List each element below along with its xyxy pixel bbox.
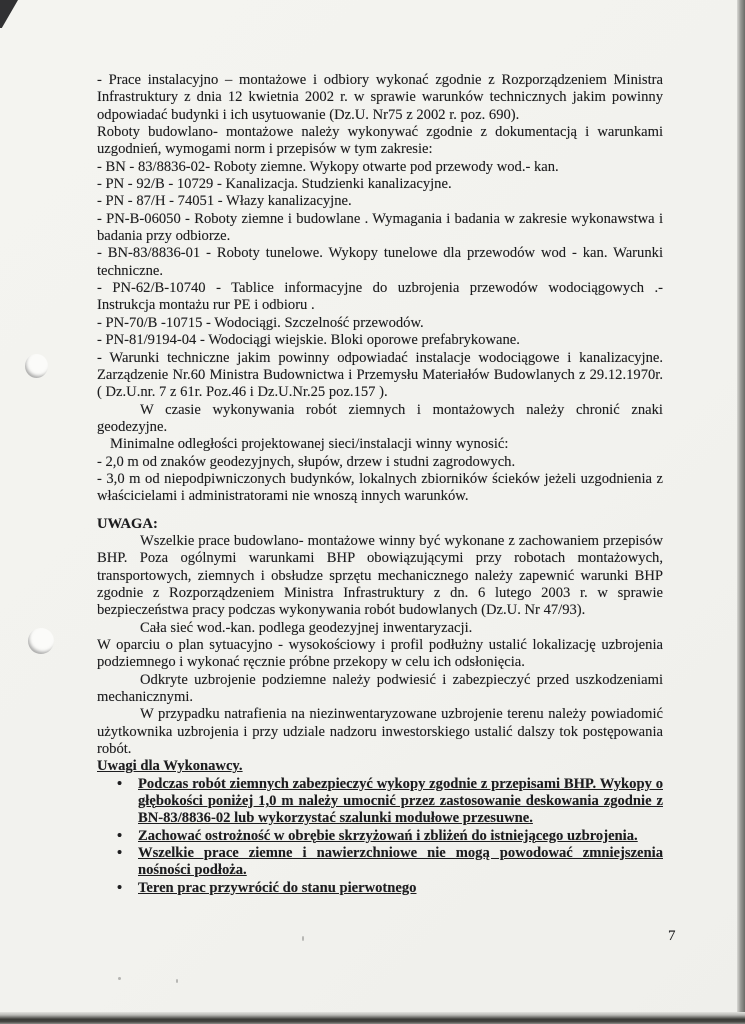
bullet-item: • Podczas robót ziemnych zabezpieczyć wykopy zgodnie z przepisami BHP. Wykopy o głębokości poniżej 1,0 m należy umocnić przez zastosowanie deskowania zgodnie z BN-83/8836-02 lub wykorzystać szalunki modułowe przesuwne. bbox=[138, 776, 663, 828]
bullet-item: • Wszelkie prace ziemne i nawierzchniowe nie mogą powodować zmniejszenia nośności podłoża. bbox=[138, 845, 663, 880]
paragraph: Cała sieć wod.-kan. podlega geodezyjnej inwentaryzacji. bbox=[140, 619, 473, 636]
scan-edge-right bbox=[737, 0, 745, 1024]
paragraph: - Prace instalacyjno – montażowe i odbiory wykonać zgodnie z Rozporządzeniem Ministra Infrastruktury z dnia 12 kwietnia 2002 r. w sprawie warunków technicznych jakim powinny odpowiadać budynki i ich usytuowanie (Dz.U. Nr75 z 2002 r. poz. 690). bbox=[97, 72, 663, 123]
scan-speck bbox=[176, 979, 178, 983]
scan-edge-bottom bbox=[0, 1012, 745, 1024]
section-heading-underlined: Uwagi dla Wykonawcy. bbox=[97, 758, 243, 775]
paragraph: - 3,0 m od niepodpiwniczonych budynków, lokalnych zbiorników ścieków jeżeli uzgodnienia z właścicielami i administratorami nie wnoszą innych warunków. bbox=[97, 470, 663, 505]
paragraph: - Warunki techniczne jakim powinny odpowiadać instalacje wodociągowe i kanalizacyjne. Zarządzenie Nr.60 Ministra Budownictwa i Przemysłu Materiałów Budowlanych z 29.12.1970r. ( Dz.U.nr. 7 z 61r. Poz.46 i Dz.U.Nr.25 poz.157 ). bbox=[97, 349, 663, 401]
scan-corner-artifact bbox=[0, 0, 18, 28]
paragraph: Wszelkie prace budowlano- montażowe winny być wykonane z zachowaniem przepisów BHP. Poza ogólnymi warunkami BHP obowiązującymi przy robotach montażowych, transportowych, ziemnych i obsłudze sprzętu mechanicznego należy zapewnić warunki BHP zgodnie z Rozporządzeniem Ministra Infrastruktury z dn. 6 lutego 2003 r. w sprawie bezpieczeństwa pracy podczas wykonywania robót budowlanych (Dz.U. Nr 47/93). bbox=[97, 532, 663, 619]
scan-speck bbox=[302, 936, 304, 941]
page-number: 7 bbox=[668, 928, 676, 944]
paragraph: W czasie wykonywania robót ziemnych i montażowych należy chronić znaki geodezyjne. bbox=[97, 401, 663, 435]
paragraph: - PN-81/9194-04 - Wodociągi wiejskie. Bloki oporowe prefabrykowane. bbox=[97, 332, 520, 349]
hole-punch-top bbox=[25, 354, 48, 378]
hole-punch-bottom bbox=[28, 628, 54, 654]
bullet-item: • Zachować ostrożność w obrębie skrzyżowań i zbliżeń do istniejącego uzbrojenia. bbox=[138, 828, 663, 845]
paragraph: Odkryte uzbrojenie podziemne należy podwiesić i zabezpieczyć przed uszkodzeniami mechanicznymi. bbox=[97, 671, 663, 706]
paragraph: - PN - 92/B - 10729 - Kanalizacja. Studzienki kanalizacyjne. bbox=[97, 176, 452, 193]
paragraph: - 2,0 m od znaków geodezyjnych, słupów, drzew i studni zagrodowych. bbox=[97, 453, 516, 470]
paragraph: - PN - 87/H - 74051 - Włazy kanalizacyjne. bbox=[97, 193, 352, 210]
bullet-item: • Teren prac przywrócić do stanu pierwotnego bbox=[138, 880, 663, 897]
section-heading: UWAGA: bbox=[97, 515, 158, 532]
paragraph: - PN-B-06050 - Roboty ziemne i budowlane . Wymagania i badania w zakresie wykonawstwa i badania przy odbiorze. bbox=[97, 210, 663, 245]
paragraph: Roboty budowlano- montażowe należy wykonywać zgodnie z dokumentacją i warunkami uzgodnień, wymogami norm i przepisów w tym zakresie: bbox=[97, 124, 663, 158]
contractor-notes-list bbox=[97, 776, 663, 897]
scan-speck bbox=[118, 977, 121, 980]
paragraph: W oparciu o plan sytuacyjno - wysokościowy i profil podłużny ustalić lokalizację uzbrojenia podziemnego i wykonać ręcznie próbne przekopy w celu ich odsłonięcia. bbox=[97, 637, 663, 671]
document-body bbox=[97, 72, 663, 897]
paragraph: - BN - 83/8836-02- Roboty ziemne. Wykopy otwarte pod przewody wod.- kan. bbox=[97, 158, 559, 175]
paragraph: W przypadku natrafienia na niezinwentaryzowane uzbrojenie terenu należy powiadomić użytkownika uzbrojenia i przy udziale nadzoru inwestorskiego ustalić dalszy tok postępowania robót. bbox=[97, 706, 663, 758]
paragraph: - PN-62/B-10740 - Tablice informacyjne do uzbrojenia przewodów wodociągowych .- Instrukcja montażu rur PE i odbioru . bbox=[97, 280, 663, 314]
paragraph: - BN-83/8836-01 - Roboty tunelowe. Wykopy tunelowe dla przewodów wod - kan. Warunki techniczne. bbox=[97, 245, 663, 279]
paragraph: Minimalne odległości projektowanej sieci/instalacji winny wynosić: bbox=[110, 436, 509, 453]
paragraph: - PN-70/B -10715 - Wodociągi. Szczelność przewodów. bbox=[97, 314, 424, 331]
